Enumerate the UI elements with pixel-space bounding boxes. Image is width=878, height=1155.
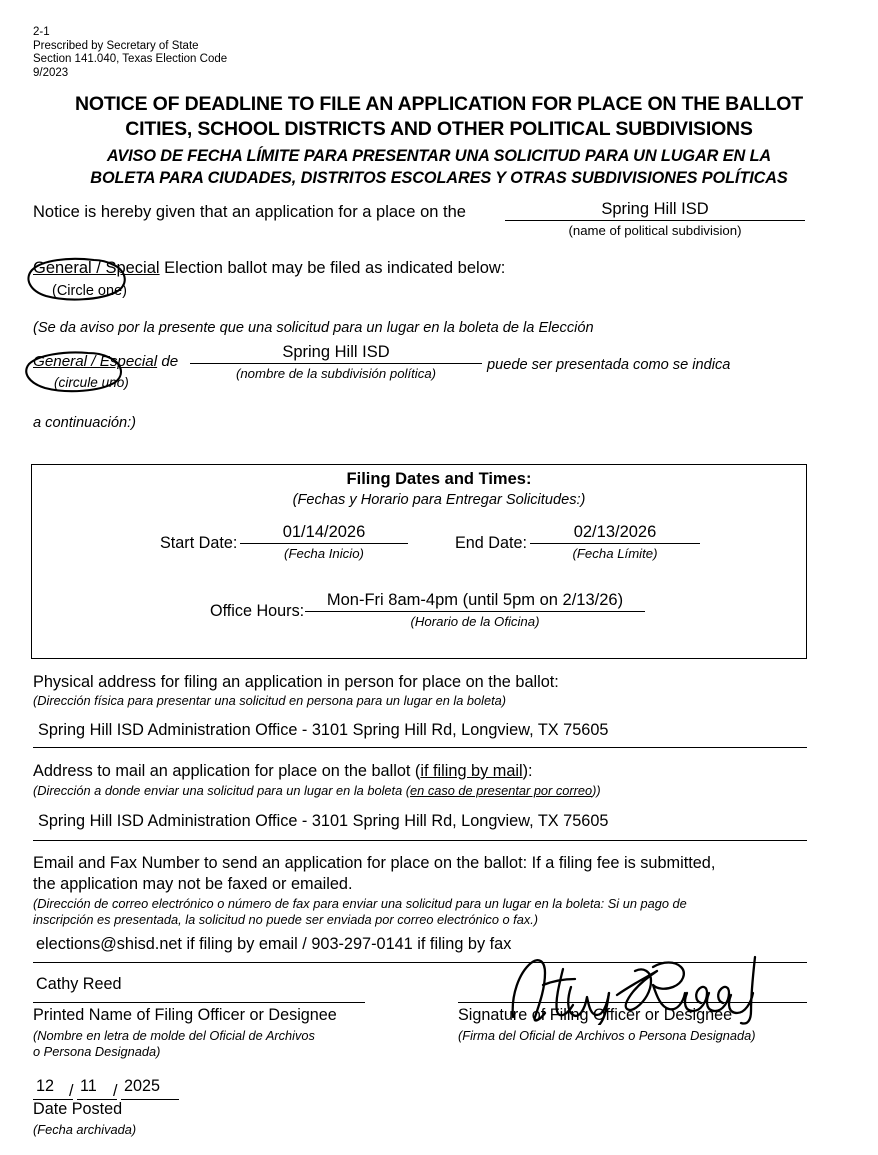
date-posted-separator-2: /: [113, 1082, 118, 1100]
printed-name-caption: Printed Name of Filing Officer or Designee: [33, 1006, 337, 1024]
prescribed-by: Prescribed by Secretary of State: [33, 39, 199, 52]
printed-name-caption-spanish: [33, 1028, 315, 1060]
printed-name-caption-es-line1: (Nombre en letra de molde del Oficial de Archivos: [33, 1028, 315, 1043]
physical-address-rule: [33, 747, 807, 748]
date-posted-day[interactable]: 11: [80, 1077, 97, 1095]
notice-paragraph1-spanish: (Se da aviso por la presente que una solicitud para un lugar en la boleta de la Elección: [33, 320, 594, 336]
subdivision-name-value-english: Spring Hill ISD: [601, 200, 709, 218]
date-posted-month[interactable]: 12: [36, 1077, 55, 1095]
email-fax-heading: [33, 853, 715, 895]
subdivision-name-value-spanish: Spring Hill ISD: [282, 343, 390, 361]
subdivision-name-field-english[interactable]: [505, 200, 805, 238]
date-posted-label-spanish: (Fecha archivada): [33, 1122, 137, 1137]
office-hours-label: Office Hours:: [210, 602, 305, 620]
printed-name-rule: [33, 1002, 365, 1003]
signature-rule: [458, 1002, 807, 1003]
email-fax-heading-line2: the application may not be faxed or emailed.: [33, 875, 353, 893]
start-date-caption: (Fecha Inicio): [284, 546, 364, 561]
filing-box-subtitle: (Fechas y Horario para Entregar Solicitudes:): [292, 492, 586, 508]
statute-section: Section 141.040, Texas Election Code: [33, 53, 228, 66]
email-fax-value[interactable]: elections@shisd.net if filing by email / 903-297-0141 if filing by fax: [36, 935, 512, 953]
signature-caption-spanish: (Firma del Oficial de Archivos o Persona Designada): [458, 1028, 756, 1043]
mailing-address-value[interactable]: Spring Hill ISD Administration Office - 3101 Spring Hill Rd, Longview, TX 75605: [38, 812, 609, 830]
end-date-value: 02/13/2026: [573, 523, 657, 541]
end-date-caption: (Fecha Límite): [572, 546, 658, 561]
start-date-value: 01/14/2026: [282, 523, 366, 541]
title-es-line2: BOLETA PARA CIUDADES, DISTRITOS ESCOLARES Y OTRAS SUBDIVISIONES POLÍTICAS: [90, 169, 788, 187]
date-posted-label: Date Posted: [33, 1100, 123, 1118]
revision-date: 9/2023: [33, 66, 69, 79]
signature-caption: Signature of Filing Officer or Designee: [458, 1006, 733, 1024]
circle-one-instruction-spanish: (circule uno): [54, 375, 129, 390]
printed-name-value[interactable]: Cathy Reed: [36, 975, 122, 993]
date-posted-separator-1: /: [69, 1082, 74, 1100]
physical-address-heading-spanish: (Dirección física para presentar una solicitud en persona para un lugar en la boleta): [33, 693, 507, 708]
subdivision-name-caption-spanish: (nombre de la subdivisión política): [235, 366, 437, 381]
start-date-label: Start Date:: [160, 534, 238, 552]
election-type-options-spanish[interactable]: General / Especial: [33, 353, 158, 370]
email-fax-heading-line1: Email and Fax Number to send an application for place on the ballot: If a filing fee is submitted,: [33, 854, 716, 872]
mailing-address-heading-underlined: if filing by mail: [420, 762, 523, 780]
document-title-english: [0, 92, 878, 142]
notice-suffix-spanish: puede ser presentada como se indica: [487, 357, 731, 373]
election-type-row-spanish[interactable]: [33, 353, 178, 370]
subdivision-name-caption-english: (name of political subdivision): [568, 223, 742, 238]
election-type-options-english[interactable]: General / Special: [33, 259, 160, 277]
date-posted-rule-year: [121, 1099, 179, 1100]
start-date-field[interactable]: [240, 523, 408, 561]
election-type-row-english[interactable]: [33, 259, 505, 278]
mailing-address-rule: [33, 840, 807, 841]
election-type-suffix-english: Election ballot may be filed as indicated below:: [164, 259, 506, 277]
mailing-address-heading-es-underlined: en caso de presentar por correo: [410, 783, 593, 798]
mailing-address-heading-es-part1: (Dirección a donde enviar una solicitud para un lugar en la boleta (: [33, 783, 411, 798]
date-posted-year[interactable]: 2025: [124, 1077, 161, 1095]
notice-paragraph2-spanish: a continuación:): [33, 415, 137, 431]
end-date-field[interactable]: [530, 523, 700, 561]
email-fax-heading-es-line1: (Dirección de correo electrónico o número de fax para enviar una solicitud para un lugar en la boleta: Si un pago de: [33, 896, 687, 911]
notice-lead-text: Notice is hereby given that an application for a place on the: [33, 203, 466, 221]
form-number: 2-1: [33, 26, 50, 38]
office-hours-value: Mon-Fri 8am-4pm (until 5pm on 2/13/26): [326, 591, 624, 609]
title-es-line1: AVISO DE FECHA LÍMITE PARA PRESENTAR UNA SOLICITUD PARA UN LUGAR EN LA: [106, 147, 772, 165]
email-fax-heading-spanish: [33, 896, 687, 928]
circle-one-instruction-english: (Circle one): [52, 283, 127, 299]
filing-box-title: Filing Dates and Times:: [346, 470, 532, 488]
mailing-address-heading: [33, 762, 533, 781]
document-title-spanish: [0, 145, 878, 189]
end-date-label: End Date:: [455, 534, 527, 552]
email-fax-rule: [33, 962, 807, 963]
mailing-address-heading-part1: Address to mail an application for place on the ballot (: [33, 762, 421, 780]
form-header-meta: [33, 26, 227, 80]
title-en-line2: CITIES, SCHOOL DISTRICTS AND OTHER POLITICAL SUBDIVISIONS: [125, 118, 753, 140]
mailing-address-heading-part2: ):: [522, 762, 533, 780]
physical-address-heading: Physical address for filing an application in person for place on the ballot:: [33, 673, 559, 691]
mailing-address-heading-es-part2: )): [592, 783, 601, 798]
title-en-line1: NOTICE OF DEADLINE TO FILE AN APPLICATION FOR PLACE ON THE BALLOT: [75, 93, 803, 115]
election-type-de-spanish: de: [161, 353, 179, 370]
physical-address-value[interactable]: Spring Hill ISD Administration Office - 3101 Spring Hill Rd, Longview, TX 75605: [38, 721, 609, 739]
mailing-address-heading-spanish: [33, 783, 601, 798]
printed-name-caption-es-line2: o Persona Designada): [33, 1044, 161, 1059]
subdivision-name-field-spanish[interactable]: [190, 343, 482, 381]
email-fax-heading-es-line2: inscripción es presentada, la solicitud no puede ser enviada por correo electrónico o fax.): [33, 912, 539, 927]
office-hours-field[interactable]: [305, 591, 645, 629]
office-hours-caption: (Horario de la Oficina): [410, 614, 540, 629]
